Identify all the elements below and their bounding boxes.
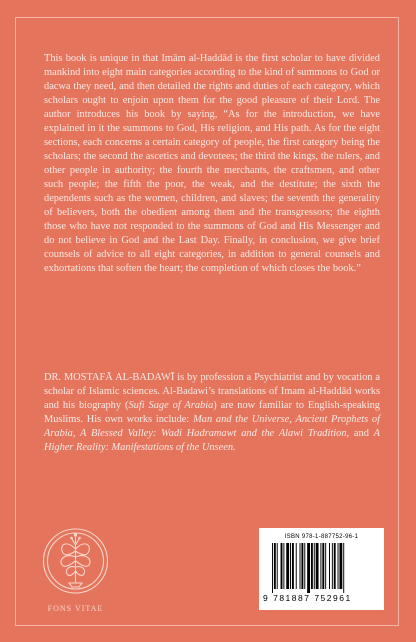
- barcode-bar: [274, 543, 276, 589]
- barcode-bar: [290, 543, 291, 589]
- publisher-name: FONS VITAE: [47, 604, 104, 613]
- isbn-text: ISBN 978-1-887752-96-1: [284, 534, 359, 540]
- barcode-label: [259, 528, 384, 610]
- bio-text-1: is by profession a Psychiatrist and by vocation a scholar of Islamic sciences. Al-Badawi’s translations of Imam al-Haddād works and his biography (: [44, 372, 380, 411]
- barcode-bar: [320, 543, 321, 589]
- barcode-bar: [300, 543, 301, 589]
- barcode-bar: [343, 543, 344, 593]
- author-biography: [44, 371, 380, 455]
- bio-text-3: and: [349, 428, 374, 439]
- bio-title-1: Sufi Sage of Arabia: [128, 400, 214, 411]
- bio-title-3: A Higher Reality: Manifestations of the Unseen.: [44, 428, 381, 453]
- barcode-bar: [332, 543, 333, 589]
- barcode-bar: [286, 543, 289, 589]
- barcode-icon: [272, 543, 372, 593]
- book-description: This book is unique in that Imām al-Haddād is the first scholar to have divided mankind into eight main categories according to the kind of summons to God or dacwa they need, and then detailed the rights and duties of each category, which scholars ought to enjoin upon them for the good pleasure of their Lord. The author introduces his book by saying, “As for the introduction, we have explained in it the summons to God, His religion, and His path. As for the eight sections, each concerns a certain category of people, the first category being the scholars; the second the ascetics and devotees; the third the kings, the rulers, and other people in authority; the fourth the merchants, the craftsmen, and other such people; the fifth the poor, the weak, and the destitute; the sixth the dependents such as the women, children, and slaves; the seventh the generality of believers, both the obedient among them and the transgressors; the eighth those who have not responded to the summons of God and His Messenger and do not believe in God and the Last Day. Finally, in conclusion, we give brief counsels of advice to all eight categories, in addition to general counsels and exhortations that soften the heart; the completion of which closes the book.”: [44, 53, 380, 274]
- author-name: DR. MOSTAFĀ AL-BADAWĪ: [44, 372, 175, 383]
- barcode-bar: [339, 543, 342, 589]
- barcode-bar: [338, 543, 339, 589]
- barcode-bar: [329, 543, 330, 589]
- barcode-bar: [304, 543, 305, 589]
- barcode-bar: [301, 543, 303, 589]
- barcode-bar: [322, 543, 324, 589]
- barcode-bar: [314, 543, 315, 589]
- barcode-bar: [277, 543, 278, 589]
- barcode-bar: [283, 543, 284, 589]
- barcode-bar: [325, 543, 326, 589]
- barcode-bar: [307, 543, 310, 593]
- barcode-bar: [281, 543, 283, 589]
- bio-text-2: ) are now familiar to English-speaking Muslims. His own works include:: [44, 400, 380, 425]
- barcode-bar: [272, 543, 273, 593]
- barcode-bar: [334, 543, 336, 589]
- barcode-bar: [296, 543, 297, 589]
- bio-titles-2: Man and the Universe, Ancient Prophets of Arabia, A Blessed Valley: Wadi Hadramawt and the Alawi Tradition,: [44, 414, 380, 439]
- barcode-digits: 9 781887 752961: [263, 593, 352, 603]
- barcode-bar: [292, 543, 294, 589]
- barcode-bar: [311, 543, 313, 589]
- barcode-bar: [316, 543, 319, 589]
